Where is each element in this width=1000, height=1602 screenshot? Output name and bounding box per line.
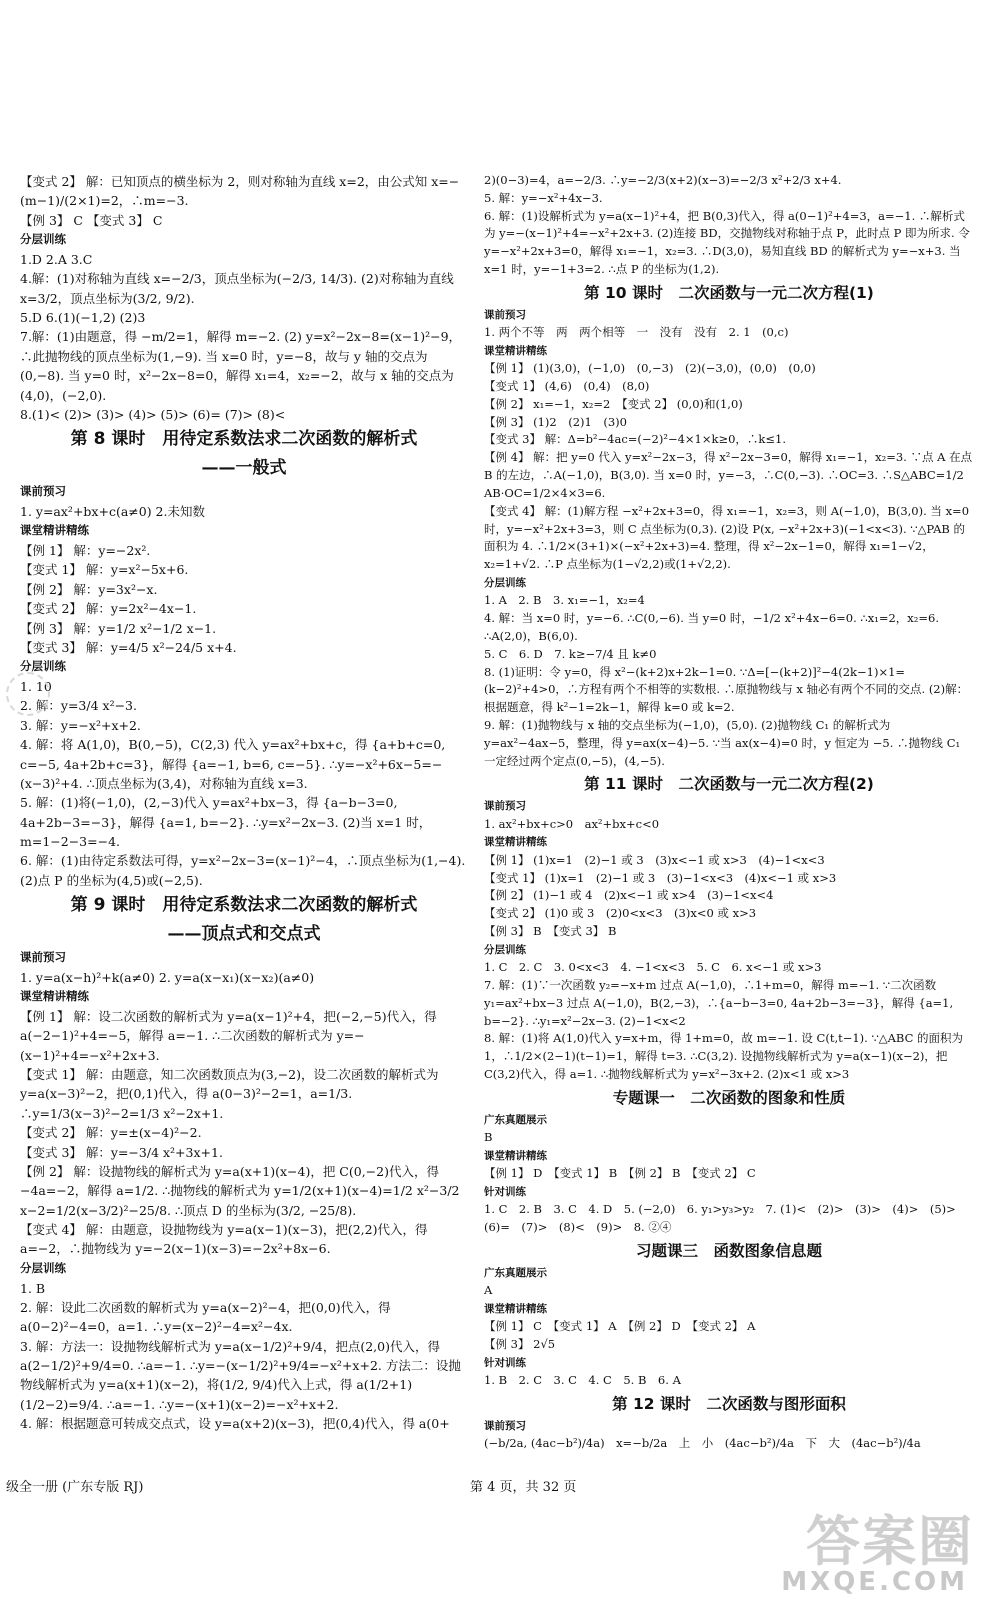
answer-line: 5. 解：y=−x²+4x−3. [484,190,603,205]
subsection-heading: 分层训练 [20,1260,66,1275]
answer-line: (−b/2a, (4ac−b²)/4a) x=−b/2a 上 小 (4ac−b²)/4a 下 大 (4ac−b²)/4a [484,1436,921,1451]
answer-line: 【例 2】 x₁=−1，x₂=2 【变式 2】 (0,0)和(1,0) [484,396,743,411]
answer-line: 【例 1】 C 【变式 1】 A 【例 2】 D 【变式 2】 A [484,1319,756,1334]
answer-line: 【变式 1】 (1)x=1 (2)−1 或 3 (3)−1<x<3 (4)x<−1 或 x>3 [484,870,837,885]
section-title: 专题课一 二次函数的图象和性质 [612,1088,846,1107]
answer-line: 6. 解：(1)由待定系数法可得，y=x²−2x−3=(x−1)²−4，∴顶点坐标为(1,−4). (2)点 P 的坐标为(4,5)或(−2,5). [20,853,466,888]
answer-line: 【例 3】 2√5 [484,1336,556,1351]
subsection-heading: 广东真题展示 [484,1266,547,1279]
watermark [734,1500,974,1597]
answer-line: 【例 1】 解：y=−2x². [20,543,151,558]
answer-line: 6. 解：(1)设解析式为 y=a(x−1)²+4，把 B(0,3)代入，得 a(0−1)²+4=3，a=−1. ∴解析式为 y=−(x−1)²+4=−x²+2x+3. (2)连接 BD，交抛物线对称轴于点 P，此时点 P 即为所求. 令 y=−x²+2x+3=0，解得 x₁=−1，x₂=3. ∴D(3,0)，易知直线 BD 的解析式为 y=−x+3. 当 x=1 时，y=−1+3=2. ∴点 P 的坐标为(1,2). [484,208,970,277]
footer-page-number: 第 4 页，共 32 页 [470,1480,577,1495]
answer-line: 【例 2】 (1)−1 或 4 (2)x<−1 或 x>4 (3)−1<x<4 [484,888,774,903]
subsection-heading: 课前预习 [20,484,66,498]
right-column [484,172,974,1453]
stamp-mark [6,672,50,716]
answer-line: 【变式 4】 解：由题意，设抛物线为 y=a(x−1)(x−3)，把(2,2)代入，得 a=−2，∴抛物线为 y=−2(x−1)(x−3)=−2x²+8x−6. [20,1222,428,1257]
section-title: 第 8 课时 用待定系数法求二次函数的解析式 [70,429,418,450]
answer-line: 5.D 6.(1)(−1,2) (2)3 [20,310,146,326]
answer-line: 【变式 2】 (1)0 或 3 (2)0<x<3 (3)x<0 或 x>3 [484,906,757,921]
answer-line: A [484,1283,493,1298]
answer-line: 5. C 6. D 7. k≥−7/4 且 k≠0 [484,646,657,661]
subsection-heading: 分层训练 [20,232,66,247]
page-footer [0,1478,1000,1498]
answer-line: 1. C 2. B 3. C 4. D 5. (−2,0) 6. y₁>y₃>y₂ 7. (1)< (2)> (3)> (4)> (5)> (6)= (7)> (8)< (9)> 8. ②④ [484,1202,968,1234]
answer-line: 1. y=a(x−h)²+k(a≠0) 2. y=a(x−x₁)(x−x₂)(a≠0) [20,969,315,985]
answer-line: 3. 解：方法一：设抛物线解析式为 y=a(x−1/2)²+9/4，把点(2,0)代入，得 a(2−1/2)²+9/4=0. ∴a=−1. ∴y=−(x−1/2)²+9/4=−x²+x+2. 方法二：设抛物线解析式为 y=a(x+1)(x−2)，将(1/2, 9/4)代入上式，得 a(1/2+1)(1/2−2)=9/4. ∴a=−1. ∴y=−(x+1)(x−2)=−x²+x+2. [20,1338,461,1412]
answer-line: 【例 3】 (1)2 (2)1 (3)0 [484,414,627,429]
answer-line: 【例 1】 (1)(3,0)，(−1,0) (0,−3) (2)(−3,0)，(0,0) (0,0) [484,361,816,376]
answer-line: 【例 3】 B 【变式 3】 B [484,923,617,938]
answer-line: 4. 解：根据题意可转成交点式，设 y=a(x+2)(x−3)，把(0,4)代入，得 a(0+ [20,1416,450,1432]
subsection-heading: 课前预习 [20,949,66,964]
answer-line: 1. A 2. B 3. x₁=−1，x₂=4 [484,593,645,608]
subsection-heading: 课堂精讲精练 [20,523,89,538]
answer-line: 【变式 1】 解：y=x²−5x+6. [20,562,189,578]
answer-line: 【变式 3】 解：Δ=b²−4ac=(−2)²−4×1×k≥0，∴k≤1. [484,432,786,447]
watermark-text: 答案圈 [806,1510,974,1573]
subsection-heading: 针对训练 [484,1185,526,1198]
answer-line: 【变式 2】 解：已知顶点的横坐标为 2，则对称轴为直线 x=2，由公式知 x=−(m−1)/(2×1)=2，∴m=−3. [20,174,460,209]
answer-line: 1.D 2.A 3.C [20,251,93,267]
answer-line: 1. 10 [20,679,52,695]
subsection-heading: 分层训练 [20,659,66,674]
watermark-url: MXQE.COM [781,1567,968,1597]
answer-line: 【变式 1】 解：由题意，知二次函数顶点为(3,−2)，设二次函数的解析式为 y=a(x−3)²−2，把(0,1)代入，得 a(0−3)²−2=1，a=1/3. ∴y=1/3(x−3)²−2=1/3 x²−2x+1. [20,1067,439,1121]
subsection-heading: 课堂精讲精练 [484,836,547,849]
subsection-heading: 课前预习 [484,800,526,813]
answer-line: 【例 4】 解：把 y=0 代入 y=x²−2x−3，得 x²−2x−3=0，解得 x₁=−1，x₂=3. ∵点 A 在点 B 的左边，∴A(−1,0)，B(3,0). 当 x=0 时，y=−3，∴C(0,−3). ∴OC=3. ∴S△ABC=1/2 AB·OC=1/2×4×3=6. [484,450,973,500]
answer-line: 【变式 3】 解：y=4/5 x²−24/5 x+4. [20,639,237,655]
answer-line: 【例 3】 C 【变式 3】 C [20,212,163,228]
section-subtitle: ——顶点式和交点式 [167,923,321,944]
answer-line: 4.解：(1)对称轴为直线 x=−2/3，顶点坐标为(−2/3, 14/3). (2)对称轴为直线 x=3/2，顶点坐标为(3/2, 9/2). [20,271,454,306]
answer-line: 7.解：(1)由题意，得 −m/2=1，解得 m=−2. (2) y=x²−2x−8=(x−1)²−9，∴此抛物线的顶点坐标为(1,−9). 当 x=0 时，y=−8，故与 y 轴的交点为(0,−8). 当 y=0 时，x²−2x−8=0，解得 x₁=4，x₂=−2，故与 x 轴的交点为(4,0)，(−2,0). [20,329,462,403]
section-title: 习题课三 函数图象信息题 [635,1241,822,1260]
answer-line: 5. 解：(1)将(−1,0)，(2,−3)代入 y=ax²+bx−3，得 {a−b−3=0, 4a+2b−3=−3}，解得 {a=1, b=−2}. ∴y=x²−2x−3. (2)当 x=1 时，m=1−2−3=−4. [20,795,432,850]
answer-line: 【例 2】 解：y=3x²−x. [20,581,158,597]
answer-line: 【例 1】 D 【变式 1】 B 【例 2】 B 【变式 2】 C [484,1166,756,1181]
subsection-heading: 广东真题展示 [484,1113,547,1126]
answer-line: 8. 解：(1)将 A(1,0)代入 y=x+m，得 1+m=0，故 m=−1. 设 C(t,t−1). ∵△ABC 的面积为 1，∴1/2×(2−1)(t−1)=1，解得 t=3. ∴C(3,2). 设抛物线解析式为 y=a(x−1)(x−2)，把 C(3,2)代入，得 a=1. ∴抛物线解析式为 y=x²−3x+2. (2)x<1 或 x>3 [484,1031,964,1081]
subsection-heading: 课堂精讲精练 [484,1149,547,1162]
answer-line: 4. 解：将 A(1,0)，B(0,−5)，C(2,3) 代入 y=ax²+bx+c，得 {a+b+c=0, c=−5, 4a+2b+c=3}，解得 {a=−1, b=6, c=−5}. ∴y=−x²+6x−5=−(x−3)²+4. ∴顶点坐标为(3,4)，对称轴为直线 x=3. [20,737,446,791]
answer-line: 【变式 1】 (4,6) (0,4) (8,0) [484,379,650,394]
section-subtitle: ——一般式 [201,457,287,478]
answer-line: 【变式 2】 解：y=±(x−4)²−2. [20,1125,202,1141]
answer-line: 4. 解：当 x=0 时，y=−6. ∴C(0,−6). 当 y=0 时，−1/2 x²+4x−6=0. ∴x₁=2，x₂=6. ∴A(2,0)，B(6,0). [484,611,939,643]
answer-line: 【变式 2】 解：y=2x²−4x−1. [20,601,197,617]
section-title: 第 10 课时 二次函数与一元二次方程(1) [584,283,874,302]
section-title: 第 12 课时 二次函数与图形面积 [612,1394,846,1413]
answer-line: 【例 3】 解：y=1/2 x²−1/2 x−1. [20,620,217,636]
answer-line: 【例 1】 解：设二次函数的解析式为 y=a(x−1)²+4，把(−2,−5)代入，得 a(−2−1)²+4=−5，解得 a=−1. ∴二次函数的解析式为 y=−(x−1)²+4=−x²+2x+3. [20,1008,437,1063]
answer-line: 【变式 3】 解：y=−3/4 x²+3x+1. [20,1144,223,1160]
subsection-heading: 针对训练 [484,1356,526,1369]
section-title: 第 9 课时 用待定系数法求二次函数的解析式 [70,895,418,916]
answer-line: 1. y=ax²+bx+c(a≠0) 2.未知数 [20,503,205,519]
answer-line: 9. 解：(1)抛物线与 x 轴的交点坐标为(−1,0)，(5,0). (2)抛物线 C₁ 的解析式为 y=ax²−4ax−5，整理，得 y=ax(x−4)−5. ∵当 ax(x−4)=0 时，y 恒定为 −5. ∴抛物线 C₁ 一定经过两个定点(0,−5)，(4,−5). [484,717,961,768]
answer-line: 3. 解：y=−x²+x+2. [20,717,141,733]
subsection-heading: 课堂精讲精练 [20,989,89,1004]
answer-line: 2. 解：设此二次函数的解析式为 y=a(x−2)²−4，把(0,0)代入，得 a(0−2)²−4=0，a=1. ∴y=(x−2)²−4=x²−4x. [20,1299,391,1335]
answer-line: 2)(0−3)=4，a=−2/3. ∴y=−2/3(x+2)(x−3)=−2/3 x²+2/3 x+4. [484,173,842,187]
answer-line: 1. B [20,1280,46,1296]
subsection-heading: 分层训练 [484,943,526,956]
answer-line: 【例 1】 (1)x=1 (2)−1 或 3 (3)x<−1 或 x>3 (4)−1<x<3 [484,852,825,867]
left-column [20,172,468,1434]
subsection-heading: 课堂精讲精练 [484,1302,547,1315]
answer-line: B [484,1130,493,1145]
answer-line: 【例 2】 解：设抛物线的解析式为 y=a(x+1)(x−4)，把 C(0,−2)代入，得 −4a=−2，解得 a=1/2. ∴抛物线的解析式为 y=1/2(x+1)(x−4)=1/2 x²−3/2 x−2=1/2(x−3/2)²−25/8. ∴顶点 D 的坐标为(3/2, −25/8). [20,1163,460,1218]
subsection-heading: 课前预习 [484,308,526,321]
subsection-heading: 课堂精讲精练 [484,344,547,357]
answer-line: 8.(1)< (2)> (3)> (4)> (5)> (6)= (7)> (8)< [20,406,286,422]
footer-book-label: 级全一册 (广东专版 RJ) [6,1480,144,1495]
subsection-heading: 分层训练 [484,576,526,589]
section-title: 第 11 课时 二次函数与一元二次方程(2) [584,775,874,794]
answer-line: 1. ax²+bx+c>0 ax²+bx+c<0 [484,816,660,831]
answer-line: 2. 解：y=3/4 x²−3. [20,698,137,714]
answer-line: 1. B 2. C 3. C 4. C 5. B 6. A [484,1373,681,1388]
answer-line: 8. (1)证明：令 y=0，得 x²−(k+2)x+2k−1=0. ∵Δ=[−(k+2)]²−4(2k−1)×1=(k−2)²+4>0，∴方程有两个不相等的实数根. ∴原抛物线与 x 轴必有两个不同的交点. (2)解：根据题意，得 k²−1=2k−1，解得 k=0 或 k=2. [484,664,969,715]
answer-line: 【变式 4】 解：(1)解方程 −x²+2x+3=0，得 x₁=−1，x₂=3，则 A(−1,0)，B(3,0). 当 x=0 时，y=−x²+2x+3=3，则 C 点坐标为(0,3). (2)设 P(x, −x²+2x+3)(−1<x<3). ∵△PAB 的面积为 4. ∴1/2×(3+1)×(−x²+2x+3)=4. 整理，得 x²−2x−1=0，解得 x₁=1−√2，x₂=1+√2. ∴P 点坐标为(1−√2,2)或(1+√2,2). [484,503,970,572]
subsection-heading: 课前预习 [484,1419,526,1432]
answer-line: 1. 两个不等 两 两个相等 一 没有 没有 2. 1 (0,c) [484,325,789,340]
answer-line: 1. C 2. C 3. 0<x<3 4. −1<x<3 5. C 6. x<−1 或 x>3 [484,960,822,975]
answer-line: 7. 解：(1)∵一次函数 y₂=−x+m 过点 A(−1,0)，∴1+m=0，解得 m=−1. ∵二次函数 y₁=ax²+bx−3 过点 A(−1,0)，B(2,−3)，∴{a−b−3=0, 4a+2b−3=−3}，解得 {a=1, b=−2}. ∴y₁=x²−2x−3. (2)−1<x<2 [484,977,954,1028]
